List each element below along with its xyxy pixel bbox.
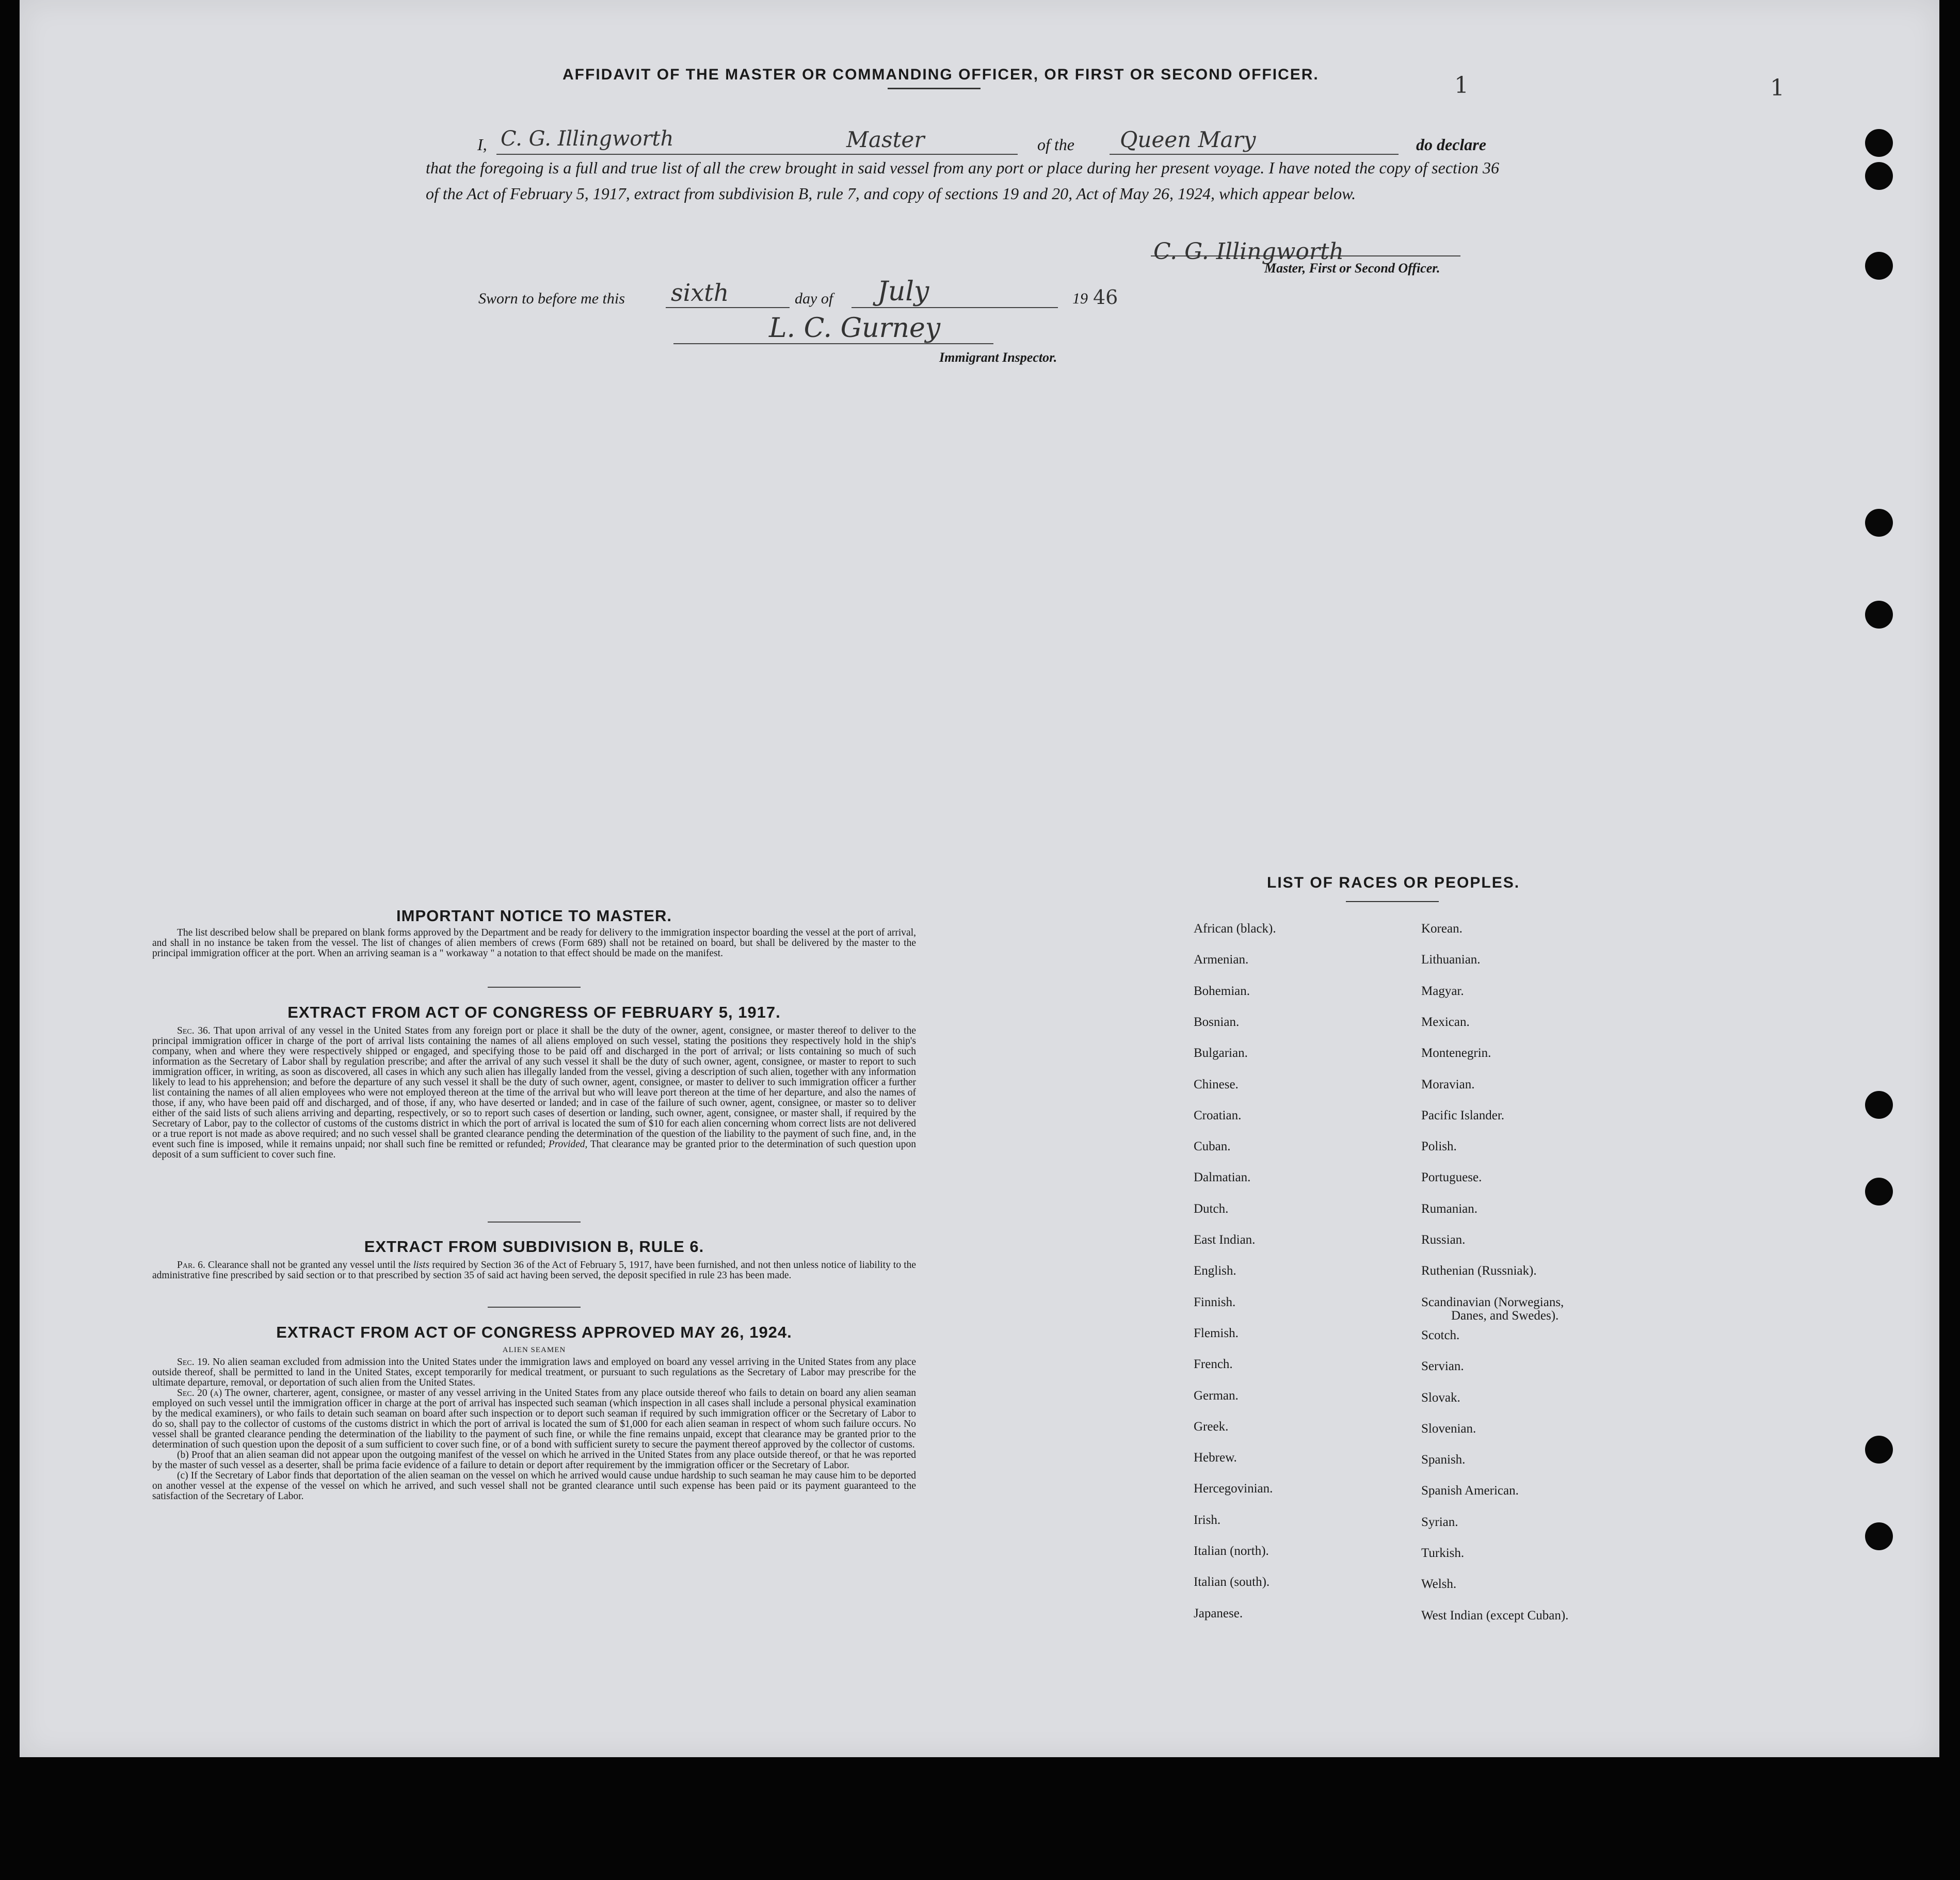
punch-hole <box>1865 252 1893 280</box>
race-item: Montenegrin. <box>1421 1046 1491 1060</box>
affidavit-title: AFFIDAVIT OF THE MASTER OR COMMANDING OFFICER, OR FIRST OR SECOND OFFICER. <box>563 66 1319 83</box>
corner-mark: 1 <box>1770 75 1785 101</box>
race-item: Turkish. <box>1421 1546 1465 1560</box>
notice-title: IMPORTANT NOTICE TO MASTER. <box>396 907 672 925</box>
race-item: Mexican. <box>1421 1015 1470 1029</box>
race-item: Russian. <box>1421 1233 1466 1247</box>
race-item: Cuban. <box>1194 1139 1231 1154</box>
sworn-day: sixth <box>671 279 729 307</box>
race-item: Bosnian. <box>1194 1015 1240 1029</box>
race-item-continuation: Danes, and Swedes). <box>1451 1309 1559 1323</box>
of-the-label: of the <box>1037 135 1074 154</box>
race-item: Servian. <box>1421 1359 1464 1374</box>
sworn-month-line <box>852 307 1058 308</box>
sec-20b-text: Proof that an alien seaman did not appear upon the outgoing manifest of the vessel on which he arrived in the United States from any place outside thereof, or that he was reported by the master of such vessel as a deserter, shall be prima facie evidence of a failure to detain or deport after requirement by the immigration officer or the Secretary of Labor. <box>152 1450 917 1471</box>
race-item: Spanish. <box>1421 1453 1466 1467</box>
officer-caption: Master, First or Second Officer. <box>1264 261 1440 276</box>
notice-paragraph: The list described below shall be prepared on blank forms approved by the Department and be ready for delivery to the immigration inspector boarding the vessel at the port of arrival, and shall in no instance be taken from the vessel. The list of changes of alien members of crews (Form 689) shall not be retained on board, but shall be delivered by the master to the principal immigration officer at the port. When an arriving seaman is a " workaway " a notation to that effect should be made on the manifest. <box>152 927 916 959</box>
year-suffix: 46 <box>1093 286 1118 309</box>
race-item: Chinese. <box>1194 1077 1239 1091</box>
race-item: Korean. <box>1421 922 1463 936</box>
race-item: Magyar. <box>1421 984 1464 998</box>
rule-6-text: Par. 6. Clearance shall not be granted any vessel until the lists required by Section 36 of the Act of February 5, 1917, have been furnished, and not then unless notice of liability to the administrative fine prescribed by said section or to that prescribed by section 35 of said act having been served, the deposit specified in rule 23 has been made. <box>152 1260 917 1281</box>
race-item: Portuguese. <box>1421 1170 1482 1185</box>
declaration-body: that the foregoing is a full and true list of all the crew brought in said vessel from any port or place during her present voyage. I have noted the copy of section 36 of the Act of February 5, 1917, extract from subdivision B, rule 7, and copy of sections 19 and 20, Act of May 26, 1924, which appear below. <box>426 158 1499 203</box>
year-prefix: 19 <box>1072 290 1088 307</box>
race-item: Croatian. <box>1194 1108 1242 1122</box>
race-item: Bulgarian. <box>1194 1046 1248 1060</box>
do-declare-label: do declare <box>1416 135 1486 154</box>
race-item: Hebrew. <box>1194 1451 1237 1465</box>
sworn-prefix: Sworn to before me this <box>478 290 625 307</box>
race-item: Moravian. <box>1421 1077 1475 1091</box>
sec-36-label: Sec. 36. <box>177 1025 211 1036</box>
sec-36-text-end: That clearance may be granted prior to the determination of such question upon deposit of a sum sufficient to cover such fine. <box>152 1139 916 1160</box>
race-item: Italian (south). <box>1194 1575 1270 1589</box>
race-item: West Indian (except Cuban). <box>1421 1608 1569 1622</box>
par-6-label: Par. 6. <box>177 1260 205 1271</box>
race-item: Scotch. <box>1421 1328 1460 1342</box>
extract-1917-title: EXTRACT FROM ACT OF CONGRESS OF FEBRUARY 5, 1917. <box>287 1003 781 1021</box>
vessel-name: Queen Mary <box>1120 127 1256 152</box>
sec-19-text: No alien seaman excluded from admission into the United States under the immigration laws and employed on board any vessel arriving in the United States from any place outside thereof, shall be permitted to land in the United States, except temporarily for medical treatment, or pursuant to such regulations as the Secretary of Labor may prescribe for the ultimate departure, removal, or deportation of such alien from the United States. <box>152 1357 916 1388</box>
race-item: Bohemian. <box>1194 984 1250 998</box>
race-item: Scandinavian (Norwegians, <box>1421 1295 1564 1309</box>
sec-20c-text: If the Secretary of Labor finds that deportation of the alien seaman on the vessel on which he arrived would cause undue hardship to such seaman he may cause him to be deported on another vessel at the expense of the vessel on which he arrived, and such vessel shall not be granted clearance until such expense has been paid or its payment guaranteed to the satisfaction of the Secretary of Labor. <box>152 1470 916 1502</box>
race-item: German. <box>1194 1388 1239 1403</box>
punch-hole <box>1865 1091 1893 1119</box>
race-item: East Indian. <box>1194 1233 1256 1247</box>
extract-1917-text <box>152 1026 916 1160</box>
sworn-month: July <box>877 276 929 307</box>
alien-seamen-subtitle: ALIEN SEAMEN <box>502 1346 566 1354</box>
race-item: Pacific Islander. <box>1421 1108 1505 1122</box>
race-item: Welsh. <box>1421 1577 1457 1592</box>
race-item: Finnish. <box>1194 1295 1236 1309</box>
race-item: Dalmatian. <box>1194 1170 1251 1185</box>
section-divider <box>488 1307 581 1308</box>
officer-name: C. G. Illingworth <box>501 127 674 151</box>
race-item: French. <box>1194 1357 1233 1372</box>
inspector-caption: Immigrant Inspector. <box>939 350 1057 365</box>
notice-text <box>152 928 916 959</box>
race-item: Italian (north). <box>1194 1544 1269 1558</box>
declaration-prefix: I, <box>477 135 487 154</box>
extract-1924-title: EXTRACT FROM ACT OF CONGRESS APPROVED MAY 26, 1924. <box>276 1323 792 1341</box>
section-divider <box>488 987 581 988</box>
race-item: Ruthenian (Russniak). <box>1421 1264 1537 1278</box>
race-item: Armenian. <box>1194 953 1249 967</box>
officer-rank: Master <box>846 127 925 152</box>
race-item: Syrian. <box>1421 1515 1458 1529</box>
punch-hole <box>1865 509 1893 537</box>
punch-hole <box>1865 1522 1893 1550</box>
race-item: Hercegovinian. <box>1194 1482 1273 1496</box>
provided-word: Provided, <box>548 1139 588 1150</box>
sworn-day-line <box>666 307 790 308</box>
sec-20a-text: The owner, charterer, agent, consignee, or master of any vessel arriving in the United States from any place outside thereof who fails to detain on board any alien seaman employed on such vessel until the immigration officer in charge at the port of arrival has inspected such seaman (which inspection in all cases shall include a personal physical examination by the medical examiners), or who fails to detain such seaman on board after such inspection or to deport such seaman if required by such immigration officer or the Secretary of Labor to do so, shall pay to the collector of customs of the customs district in which the port of arrival is located the sum of $1,000 for each alien seaman in respect of whom such failure occurs. No vessel shall be granted clearance pending the determination of the liability to the payment of such fine, or while the fine remains unpaid, except that clearance may be granted prior to the determination of such question upon the deposit of a sum sufficient to cover such fine, or of a bond with sufficient surety to secure the payment thereof approved by the collector of customs. <box>152 1388 916 1450</box>
race-item: Dutch. <box>1194 1201 1229 1216</box>
races-title-underline <box>1346 901 1439 902</box>
race-item: Irish. <box>1194 1513 1221 1527</box>
race-item: African (black). <box>1194 922 1276 936</box>
sec-36-text: That upon arrival of any vessel in the United States from any foreign port or place it shall be the duty of the owner, agent, consignee, or master thereof to deliver to the principal immigration officer in charge of the port of arrival lists containing the names of all aliens employed on such vessel, stating the positions they respectively hold in the ship's company, when and where they were respectively shipped or engaged, and specifying those to be paid off and discharged in the port of arrival; or lists containing so much of such information as the Secretary of Labor shall by regulation prescribe; and after the arrival of any such vessel it shall be the duty of such owner, agent, consignee, or master to report to such immigration officer, in writing, as soon as discovered, all cases in which any such alien has illegally landed from the vessel, giving a description of such alien, together with any information likely to lead to his apprehension; and before the departure of any such vessel it shall be the duty of such owner, agent, consignee, or master to deliver to such immigration officer a further list containing the names of all alien employees who were not employed thereon at the time of the arrival but who will leave port thereon at the time of her departure, and also the names of those, if any, who have been paid off and discharged, and of those, if any, who have deserted or landed; and in case of the failure of such owner, agent, consignee, or master so to deliver either of the said lists of such aliens arriving and departing, respectively, or so to report such cases of desertion or landing, such owner, agent, consignee, or master shall, if required by the Secretary of Labor, pay to the collector of customs of the customs district in which the port of arrival is located the sum of $10 for each alien concerning whom correct lists are not delivered or a true report is not made as above required; and no such vessel shall be granted clearance pending the determination of the question of the liability to the payment of such fine, and, in the event such fine is imposed, while it remains unpaid; nor shall such fine be remitted or refunded; <box>152 1025 916 1150</box>
inspector-signature-line <box>673 343 993 344</box>
punch-hole <box>1865 129 1893 157</box>
day-of-label: day of <box>795 290 833 307</box>
race-item: Lithuanian. <box>1421 953 1481 967</box>
rule-6-title: EXTRACT FROM SUBDIVISION B, RULE 6. <box>364 1238 704 1256</box>
race-item: Slovak. <box>1421 1390 1460 1405</box>
races-title: LIST OF RACES OR PEOPLES. <box>1267 874 1520 891</box>
race-item: Japanese. <box>1194 1606 1243 1620</box>
title-underline <box>888 88 981 89</box>
section-divider <box>488 1222 581 1223</box>
punch-hole <box>1865 1178 1893 1206</box>
race-item: Greek. <box>1194 1419 1229 1434</box>
race-item: Rumanian. <box>1421 1201 1478 1216</box>
race-item: Spanish American. <box>1421 1484 1519 1498</box>
punch-hole <box>1865 601 1893 629</box>
punch-hole <box>1865 1436 1893 1464</box>
corner-mark: 1 <box>1454 72 1469 99</box>
race-item: Polish. <box>1421 1139 1457 1154</box>
inspector-signature: L. C. Gurney <box>769 313 941 344</box>
race-item: Flemish. <box>1194 1326 1239 1340</box>
race-item: English. <box>1194 1264 1236 1278</box>
punch-hole <box>1865 162 1893 190</box>
extract-1924-text: Sec. 19. No alien seaman excluded from admission into the United States under the immigration laws and employed on board any vessel arriving in the United States from any place outside thereof, shall be permitted to land in the United States, except temporarily for medical treatment, or pursuant to such regulations as the Secretary of Labor may prescribe for the ultimate departure, removal, or deportation of such alien from the United States. Sec. 20 (a) The owner, charterer, agent, consignee, or master of any vessel arriving in the United States from any place outside thereof who fails to detain on board any alien seaman employed on such vessel until the immigration officer in charge at the port of arrival has inspected such seaman (which inspection in all cases shall include a personal physical examination by the medical examiners), or who fails to detain such seaman on board after such inspection or to deport such seaman if required by such immigration officer or the Secretary of Labor to do so, shall pay to the collector of customs of the customs district in which the port of arrival is located the sum of $1,000 for each alien seaman in respect of whom such failure occurs. No vessel shall be granted clearance pending the determination of the liability to the payment of such fine, or while the fine remains unpaid, except that clearance may be granted prior to the determination of such question upon the deposit of a sum sufficient to cover such fine, or of a bond with sufficient surety to secure the payment thereof approved by the collector of customs. (b) Proof that an alien seaman did not appear upon the outgoing manifest of the vessel on which he arrived in the United States from any place outside thereof, or that he was reported by the master of such vessel as a deserter, shall be prima facie evidence of a failure to detain or deport after requirement by the immigration officer or the Secretary of Labor. (c) If the Secretary of Labor finds that deportation of the alien seaman on the vessel on which he arrived would cause undue hardship to such seaman he may cause him to be deported on another vessel at the expense of the vessel on which he arrived, and such vessel shall not be granted clearance until such expense has been paid or its payment guaranteed to the satisfaction of the Secretary of Labor. <box>152 1357 917 1502</box>
race-item: Slovenian. <box>1421 1421 1476 1436</box>
officer-signature: C. G. Illingworth <box>1153 238 1344 265</box>
lists-word: lists <box>413 1260 430 1271</box>
